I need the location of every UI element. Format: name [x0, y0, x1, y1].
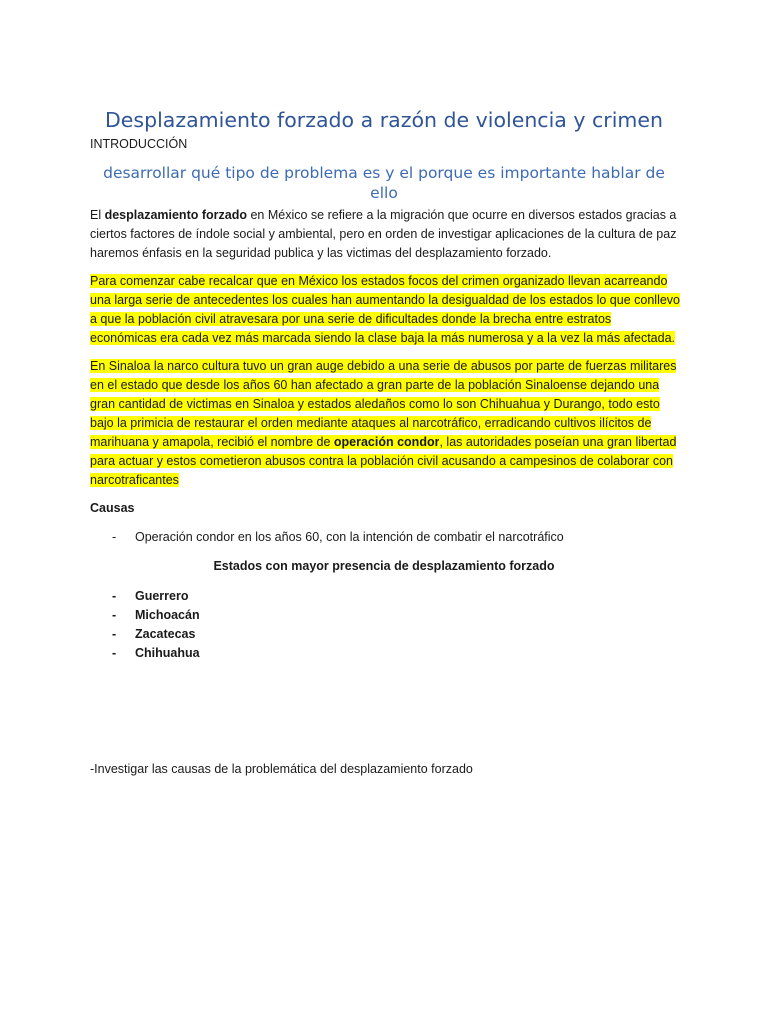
cause-text: Operación condor en los años 60, con la intención de combatir el narcotráfico: [135, 530, 564, 544]
paragraph-definition: [90, 206, 680, 263]
footer-note: -Investigar las causas de la problemática del desplazamiento forzado: [90, 762, 473, 776]
state-name: Chihuahua: [135, 646, 200, 660]
state-name: Zacatecas: [135, 627, 196, 641]
section-subtitle: desarrollar qué tipo de problema es y el porque es importante hablar de ello: [103, 164, 665, 202]
paragraph-context-text: Para comenzar cabe recalcar que en México los estados focos del crimen organizado llevan acarreando una larga serie de antecedentes los cuales han aumentando la desigualdad de los estados lo que conllevo a que la población civil atravesara por una serie de dificultades donde la brecha entre estratos económicas era cada vez más marcada siendo la clase baja la más numerosa y a la vez la más afectada.: [90, 274, 681, 345]
state-name: Guerrero: [135, 589, 189, 603]
state-name: Michoacán: [135, 608, 200, 622]
paragraph-definition-bold: desplazamiento forzado: [104, 208, 247, 222]
paragraph-context: [90, 272, 680, 348]
paragraph-sinaloa-rest: , las autoridades poseían una gran libertad para actuar y estos cometieron abusos contra la población civil acusando a campesinos de colaborar con narcotraficantes: [90, 435, 677, 487]
list-marker: -: [112, 608, 117, 622]
causes-heading: Causas: [90, 501, 135, 515]
list-item: [90, 625, 200, 644]
intro-label: INTRODUCCIÓN: [90, 137, 188, 151]
list-marker: -: [112, 627, 117, 641]
list-marker: -: [112, 589, 117, 603]
list-item: [90, 529, 564, 545]
paragraph-sinaloa: [90, 357, 680, 490]
states-list: [90, 587, 200, 663]
list-marker: -: [112, 530, 117, 544]
document-title: Desplazamiento forzado a razón de violencia y crimen: [105, 108, 663, 132]
list-marker: -: [112, 646, 117, 660]
paragraph-definition-rest: en México se refiere a la migración que ocurre en diversos estados gracias a ciertos factores de índole social y ambiental, pero en orden de investigar aplicaciones de la cultura de paz haremos énfasis en la seguridad publica y las victimas del desplazamiento forzado.: [90, 208, 677, 260]
paragraph-sinaloa-bold: operación condor: [333, 435, 440, 449]
causes-list: [90, 529, 564, 545]
list-item: [90, 644, 200, 663]
paragraph-definition-lead: El: [90, 208, 105, 222]
paragraph-sinaloa-lead: En Sinaloa la narco cultura tuvo un gran auge debido a una serie de abusos por parte de fuerzas militares en el estado que desde los años 60 han afectado a gran parte de la población Sinaloense dejando una gran cantidad de victimas en Sinaloa y estados aledaños como lo son Chihuahua y Durango, todo esto bajo la primicia de restaurar el orden mediante ataques al narcotráfico, erradicando cultivos ilícitos de marihuana y amapola, recibió el nombre de: [90, 359, 677, 449]
list-item: [90, 606, 200, 625]
list-item: [90, 587, 200, 606]
states-heading: Estados con mayor presencia de desplazamiento forzado: [213, 559, 555, 573]
